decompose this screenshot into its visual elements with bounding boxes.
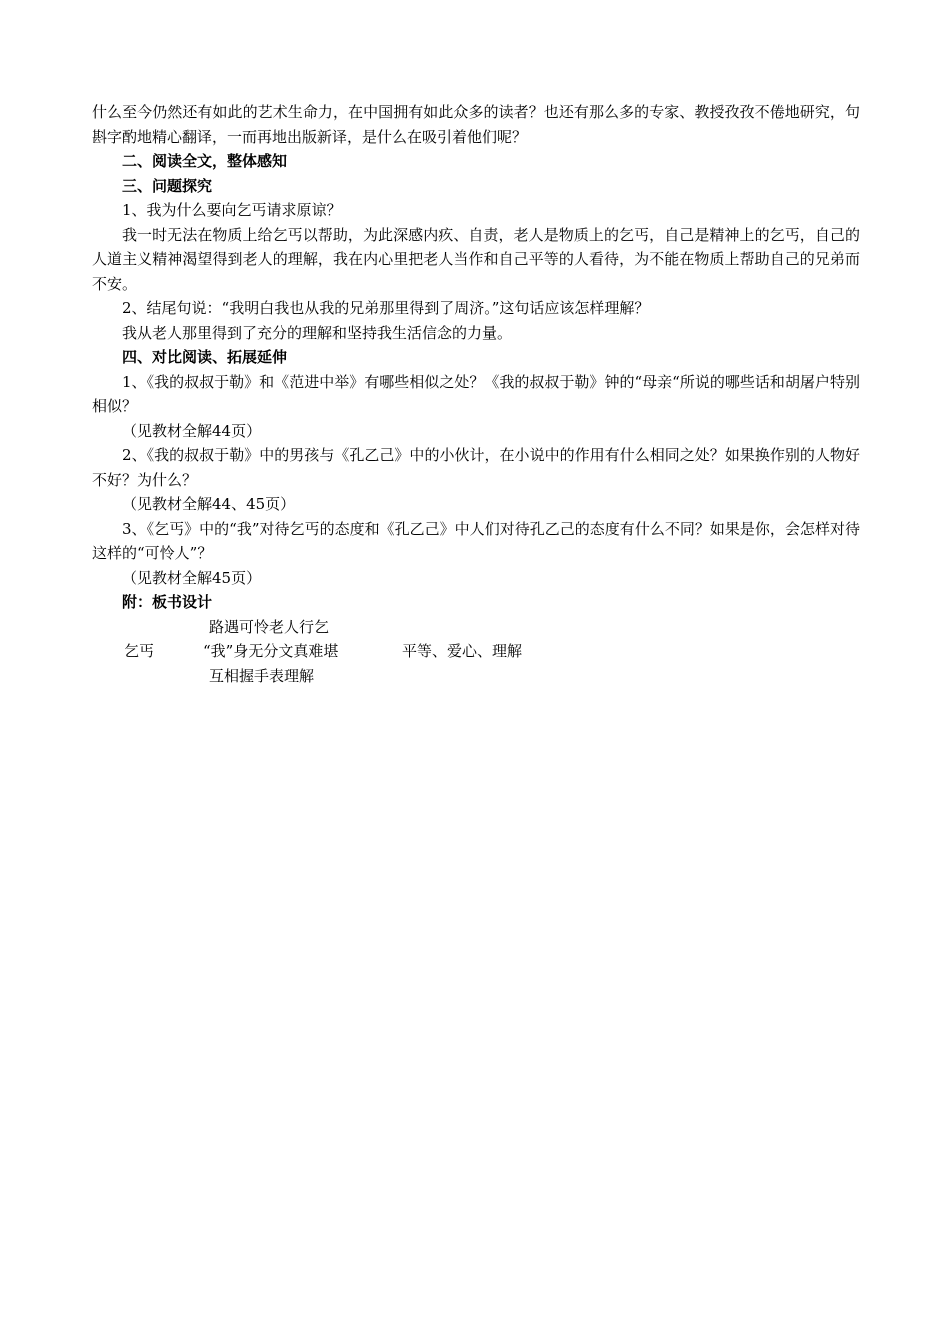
blackboard-design	[92, 615, 860, 690]
board-line-3: 互相握手表理解	[209, 666, 315, 685]
board-line-1: 路遇可怜老人行乞	[209, 617, 330, 636]
document-page	[92, 100, 860, 690]
section-heading-3: 三、问题探究	[122, 176, 213, 195]
intro-line-2: 倦地研究，句斟字酌地精心翻译，一而再地出版新译，是什么在吸引着他们呢？	[92, 103, 860, 146]
question-4-3: 3、《乞丐》中的“我”对待乞丐的态度和《孔乙己》中人们对待孔乙己的态度有什么不同？如果是你，会怎样对待这样的“可怜人”？	[92, 519, 860, 562]
reference-4-1: （见教材全解44页）	[122, 421, 262, 440]
reference-4-3: （见教材全解45页）	[122, 568, 262, 587]
board-theme: 平等、爱心、理解	[402, 642, 523, 660]
question-4-2: 2、《我的叔叔于勒》中的男孩与《孔乙己》中的小伙计，在小说中的作用有什么相同之处？如果换作别的人物好不好？为什么？	[92, 446, 860, 489]
intro-paragraph	[92, 100, 860, 149]
question-3-2: 2、结尾句说：“我明白我也从我的兄弟那里得到了周济。”这句话应该怎样理解？	[122, 299, 650, 317]
question-4-1: 1、《我的叔叔于勒》和《范进中举》有哪些相似之处？《我的叔叔于勒》钟的“母亲“所说的哪些话和胡屠户特别相似？	[92, 372, 860, 415]
board-subject: 乞丐	[124, 642, 155, 660]
section-heading-4: 四、对比阅读、拓展延伸	[122, 348, 288, 366]
section-heading-2: 二、阅读全文，整体感知	[122, 152, 288, 170]
appendix-heading: 附：板书设计	[122, 593, 213, 611]
reference-4-2: （见教材全解44、45页）	[122, 495, 296, 513]
question-3-1: 1、我为什么要向乞丐请求原谅？	[122, 201, 342, 219]
answer-3-2: 我从老人那里得到了充分的理解和坚持我生活信念的力量。	[122, 323, 513, 342]
board-line-2: “我”身无分文真难堪	[203, 642, 339, 660]
intro-line-1: 什么至今仍然还有如此的艺术生命力，在中国拥有如此众多的读者？也还有那么多的专家、教授孜孜不	[92, 103, 770, 121]
answer-3-1: 我一时无法在物质上给乞丐以帮助，为此深感内疚、自责，老人是物质上的乞丐，自己是精神上的乞丐，自己的人道主义精神渴望得到老人的理解，我在内心里把老人当作和自己平等的人看待，为不能在物质上帮助自己的兄弟而不安。	[92, 225, 860, 293]
